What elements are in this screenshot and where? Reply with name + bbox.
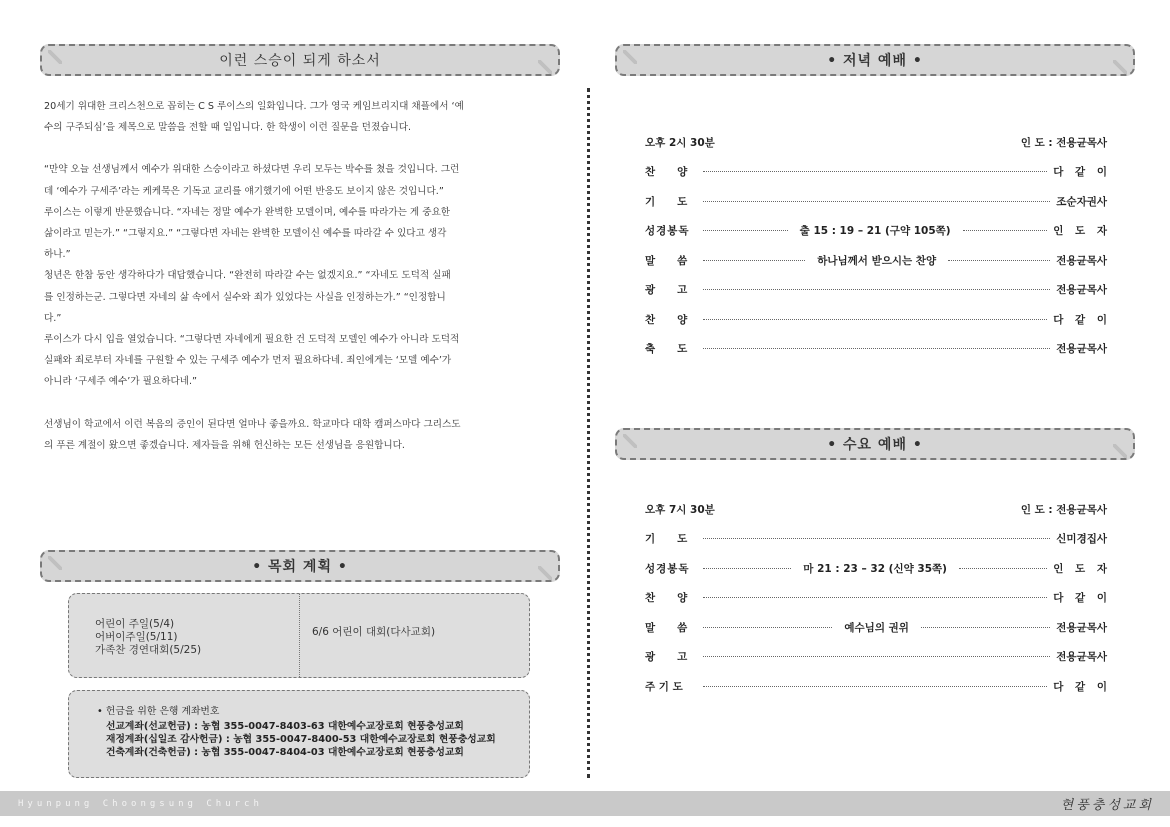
banner-corner-ornament (623, 50, 637, 64)
scripture-reference: 마 21 : 23 – 32 (신약 35쪽) (803, 562, 947, 575)
article-title: 이런 스승이 되게 하소서 (219, 53, 381, 69)
order-value: 인 도 자 (1053, 225, 1111, 238)
article-body (44, 96, 544, 456)
article-line: 하나.” (44, 249, 71, 261)
order-value: 인 도 자 (1053, 562, 1111, 575)
service-time: 오후 2시 30분 (645, 136, 715, 149)
article-line: 를 인정하는군. 그렇다면 자네의 삶 속에서 실수와 죄가 있었다는 사실을 인정하는가.” “인정합니 (44, 291, 446, 303)
order-value: 다 같 이 (1053, 680, 1111, 693)
article-line: 수의 구주되심’을 제목으로 말씀을 전할 때 일입니다. 한 학생이 이런 질문을 던졌습니다. (44, 122, 412, 134)
order-row (645, 583, 1111, 613)
footer-english-name: Hyunpung Choongsung Church (18, 798, 263, 809)
plan-item: 어버이주일(5/11) (95, 631, 178, 643)
order-value: 다 같 이 (1053, 313, 1111, 326)
order-label: 찬 양 (645, 166, 688, 179)
bank-account: 건축계좌(건축헌금) : 농협 355-0047-8404-03 대한예수교장로회 현풍충성교회 (106, 747, 464, 758)
order-label: 기 도 (645, 533, 688, 546)
article-line: 선생님이 학교에서 이런 복음의 증인이 된다면 얼마나 좋을까요. 학교마다 대학 캠퍼스마다 그리스도 (44, 418, 461, 430)
evening-service-title: • 저녁 예배 • (827, 53, 923, 69)
plan-title-banner (40, 550, 560, 582)
order-value: 신미경집사 (1056, 533, 1107, 546)
article-line: 루이스는 이렇게 반문했습니다. “자네는 정말 예수가 완벽한 모델이며, 예수를 따라가는 게 중요한 (44, 206, 451, 218)
banner-corner-ornament (538, 60, 552, 74)
order-row (645, 305, 1111, 335)
evening-service-banner (615, 44, 1135, 76)
service-time: 오후 7시 30분 (645, 503, 715, 516)
article-line: 삶이라고 믿는가.” “그렇지요.” “그렇다면 자네는 완벽한 모델이신 예수를 따라갈 수 있다고 생각 (44, 228, 447, 240)
order-value: 조순자권사 (1056, 195, 1107, 208)
bank-account: 재정계좌(십일조 감사헌금) : 농협 355-0047-8400-53 대한예수교장로회 현풍충성교회 (106, 734, 496, 745)
bank-account: 선교계좌(선교헌금) : 농협 355-0047-8403-63 대한예수교장로회 현풍충성교회 (106, 721, 464, 732)
article-title-banner (40, 44, 560, 76)
leader-dots (703, 230, 788, 231)
wednesday-order (645, 494, 1111, 701)
order-label: 성경봉독 (645, 562, 690, 575)
order-label: 성경봉독 (645, 225, 690, 238)
order-label: 기 도 (645, 195, 688, 208)
paragraph-gap (44, 138, 544, 159)
order-label: 광 고 (645, 651, 688, 664)
leader-dots (959, 568, 1047, 569)
banner-corner-ornament (1113, 444, 1127, 458)
plan-item: 가족찬 경연대회(5/25) (95, 644, 202, 656)
order-label: 말 씀 (645, 254, 688, 267)
bank-heading: • 헌금을 위한 은행 계좌번호 (97, 706, 220, 717)
order-value: 다 같 이 (1053, 592, 1111, 605)
article-line: 의 푸른 계절이 왔으면 좋겠습니다. 제자들을 위해 헌신하는 모든 선생님을 응원합니다. (44, 439, 405, 451)
order-value: 전용균목사 (1056, 284, 1107, 297)
leader-dots (703, 538, 1050, 539)
order-value: 전용균목사 (1056, 254, 1108, 267)
footer-bar (0, 791, 1170, 816)
order-value: 다 같 이 (1053, 166, 1111, 179)
order-row (645, 642, 1107, 672)
leader-dots (963, 230, 1048, 231)
order-label: 찬 양 (645, 313, 688, 326)
footer-korean-name: 현풍충성교회 (1060, 798, 1154, 813)
leader-dots (703, 289, 1050, 290)
leader-dots (703, 568, 791, 569)
leader-dots (703, 656, 1050, 657)
plan-title: • 목회 계획 • (252, 559, 348, 575)
banner-corner-ornament (48, 556, 62, 570)
plan-left-column (69, 594, 300, 677)
evening-time-row (645, 127, 1107, 157)
article-line: 20세기 위대한 크리스천으로 꼽히는 C S 루이스의 일화입니다. 그가 영국 케임브리지대 채플에서 ‘예 (44, 101, 464, 112)
order-row (645, 246, 1107, 276)
paragraph-gap (44, 393, 544, 414)
sermon-title: 예수님의 권위 (844, 621, 909, 634)
article-line: 청년은 한참 동안 생각하다가 대답했습니다. “완전히 따라갈 수는 없겠지요.” “자네도 도덕적 실패 (44, 270, 451, 282)
column-divider (587, 88, 590, 778)
order-row (645, 187, 1107, 217)
leader-dots (703, 627, 832, 628)
scripture-reference: 출 15 : 19 – 21 (구약 105쪽) (799, 225, 951, 238)
leader-dots (703, 171, 1047, 172)
order-value: 전용균목사 (1056, 343, 1107, 356)
order-label: 축 도 (645, 343, 688, 356)
order-value: 전용균목사 (1056, 621, 1108, 634)
plan-item: 6/6 어린이 대회(다사교회) (312, 626, 436, 638)
banner-corner-ornament (623, 434, 637, 448)
order-row (645, 334, 1107, 364)
plan-item: 어린이 주일(5/4) (95, 618, 175, 630)
order-row (645, 554, 1111, 584)
order-row (645, 216, 1111, 246)
order-label: 광 고 (645, 284, 688, 297)
wednesday-time-row (645, 494, 1107, 524)
bank-accounts-box (68, 690, 530, 778)
sermon-title: 하나님께서 받으시는 찬양 (817, 254, 937, 267)
article-line: 실패와 죄로부터 자네를 구원할 수 있는 구세주 예수가 먼저 필요하다네. 죄인에게는 ‘모델 예수’가 (44, 355, 452, 367)
plan-right-column (300, 594, 529, 677)
leader-dots (948, 260, 1050, 261)
order-label: 말 씀 (645, 621, 688, 634)
order-value: 전용균목사 (1056, 651, 1107, 664)
wednesday-service-title: • 수요 예배 • (827, 437, 923, 453)
banner-corner-ornament (1113, 60, 1127, 74)
leader-dots (921, 627, 1050, 628)
leader-dots (703, 201, 1050, 202)
order-row (645, 157, 1111, 187)
order-label: 찬 양 (645, 592, 688, 605)
article-line: 다.” (44, 312, 62, 324)
order-row (645, 275, 1107, 305)
service-leader: 인 도 : 전용균목사 (1020, 503, 1107, 516)
order-row (645, 672, 1111, 702)
leader-dots (703, 686, 1047, 687)
leader-dots (703, 260, 805, 261)
leader-dots (703, 597, 1047, 598)
order-row (645, 613, 1107, 643)
evening-order (645, 127, 1111, 364)
article-line: 데 ‘예수가 구세주’라는 케케묵은 기독교 교리를 얘기했기에 어떤 반응도 보이지 않은 것입니다.” (44, 185, 444, 197)
leader-dots (703, 319, 1047, 320)
order-row (645, 524, 1107, 554)
service-leader: 인 도 : 전용균목사 (1020, 136, 1107, 149)
banner-corner-ornament (48, 50, 62, 64)
leader-dots (703, 348, 1050, 349)
banner-corner-ornament (538, 566, 552, 580)
article-line: “만약 오늘 선생님께서 예수가 위대한 스승이라고 하셨다면 우리 모두는 박수를 쳤을 것입니다. 그런 (44, 164, 460, 176)
article-line: 아니라 ‘구세주 예수’가 필요하다네.” (44, 376, 198, 388)
article-line: 루이스가 다시 입을 열었습니다. “그렇다면 자네에게 필요한 건 도덕적 모델인 예수가 아니라 도덕적 (44, 334, 460, 346)
order-label: 주 기 도 (645, 680, 683, 693)
wednesday-service-banner (615, 428, 1135, 460)
plan-box (68, 593, 530, 678)
